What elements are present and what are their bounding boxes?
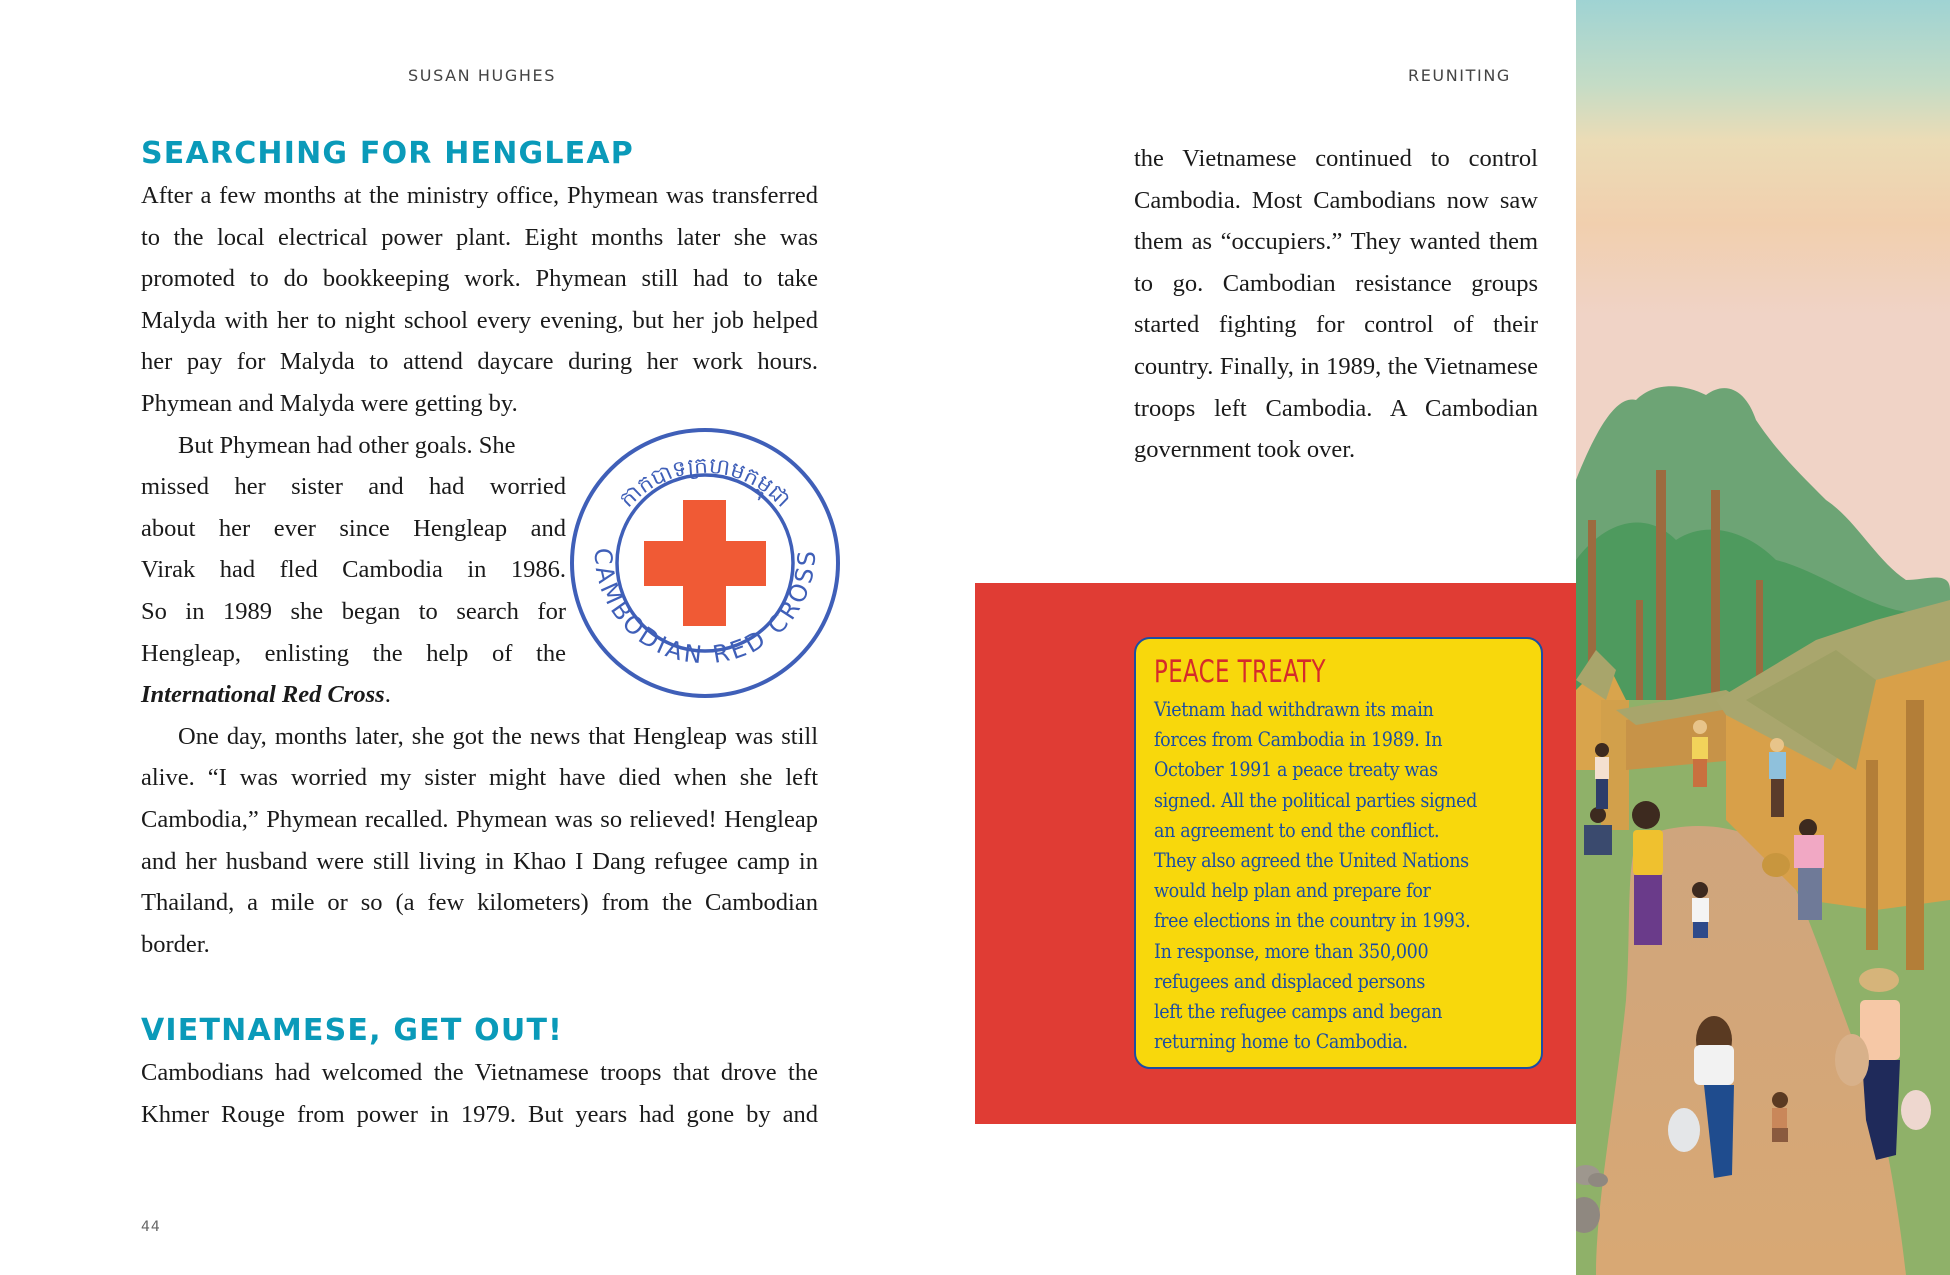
peace-treaty-sidebar (1134, 637, 1543, 1069)
paragraph-3: One day, months later, she got the news that Hengleap was still alive. “I was worried my sister might have died when she left Cambodia,” Phymean recalled. Phymean was so relieved! Hengleap and her husband were still living in Khao I Dang refugee camp in Thailand, a mile or so (a few kilometers) from the Cambodian border. (141, 722, 818, 958)
paragraph-2 (141, 425, 566, 716)
sidebar-line: refugees and displaced persons (1154, 969, 1426, 993)
sidebar-body (1154, 695, 1502, 1057)
period: . (384, 681, 391, 709)
running-head-author: SUSAN HUGHES (408, 66, 556, 85)
sidebar-line: In response, more than 350,000 (1154, 939, 1429, 963)
stamp-khmer-text: កាកបាទក្រហមកម្ពុជា (614, 453, 796, 513)
sidebar-line: They also agreed the United Nations (1154, 849, 1469, 873)
paragraph-1: After a few months at the ministry office, Phymean was transferred to the local electrical power plant. Eight months later she was promoted to do bookkeeping work. Phymean still had to take Malyda with her to night school every evening, but her job helped her pay for Malyda to attend daycare during her work hours. Phymean and Malyda were getting by. (141, 182, 818, 417)
continued-paragraph: the Vietnamese continued to control Cambodia. Most Cambodians now saw them as “occupiers.” They wanted them to go. Cambodian resistance groups started fighting for control of their country. Finally, in 1989, the Vietnamese troops left Cambodia. A Cambodian government took over. (1134, 145, 1538, 464)
sidebar-line: signed. All the political parties signed (1154, 788, 1478, 812)
sidebar-line: returning home to Cambodia. (1154, 1030, 1408, 1054)
cambodian-red-cross-stamp (565, 423, 845, 703)
section-heading-searching: SEARCHING FOR HENGLEAP (141, 136, 634, 171)
sidebar-line: free elections in the country in 1993. (1154, 909, 1471, 933)
section-body-vietnamese (141, 1052, 818, 1135)
sidebar-line: October 1991 a peace treaty was (1154, 758, 1438, 782)
sidebar-title: PEACE TREATY (1154, 654, 1326, 690)
sidebar-line: forces from Cambodia in 1989. In (1154, 728, 1443, 752)
paragraph-2-last-line (141, 674, 566, 716)
paragraph-2-line: So in 1989 she began to search for (141, 597, 566, 625)
sidebar-line: Vietnam had withdrawn its main (1154, 698, 1434, 721)
stamp-english-text: CAMBODIAN RED CROSS (588, 547, 822, 670)
red-cross-icon (644, 500, 766, 626)
paragraph-2-line: Virak had fled Cambodia in 1986. (141, 556, 566, 584)
village-path-illustration (1576, 0, 1950, 1275)
paragraph-2-line: Hengleap, enlisting the help of the (141, 639, 566, 667)
paragraph-2-line: about her ever since Hengleap and (141, 514, 566, 542)
right-column (1134, 138, 1538, 471)
sidebar-line: left the refugee camps and began (1154, 1000, 1443, 1024)
left-column-section-2 (141, 1014, 818, 1135)
section-heading-vietnamese: VIETNAMESE, GET OUT! (141, 1013, 563, 1048)
sidebar-line: would help plan and prepare for (1154, 879, 1431, 903)
red-cross-emphasis: International Red Cross (141, 681, 385, 709)
running-head-chapter: REUNITING (1408, 66, 1511, 85)
paragraph-2-line: But Phymean had other goals. She (178, 431, 516, 459)
paragraph-2-line: missed her sister and had worried (141, 473, 566, 501)
paragraph-vietnamese: Cambodians had welcomed the Vietnamese troops that drove the Khmer Rouge from power in 1979. But years had gone by and (141, 1059, 818, 1128)
sidebar-line: an agreement to end the conflict. (1154, 818, 1440, 842)
page-number: 44 (141, 1219, 161, 1235)
